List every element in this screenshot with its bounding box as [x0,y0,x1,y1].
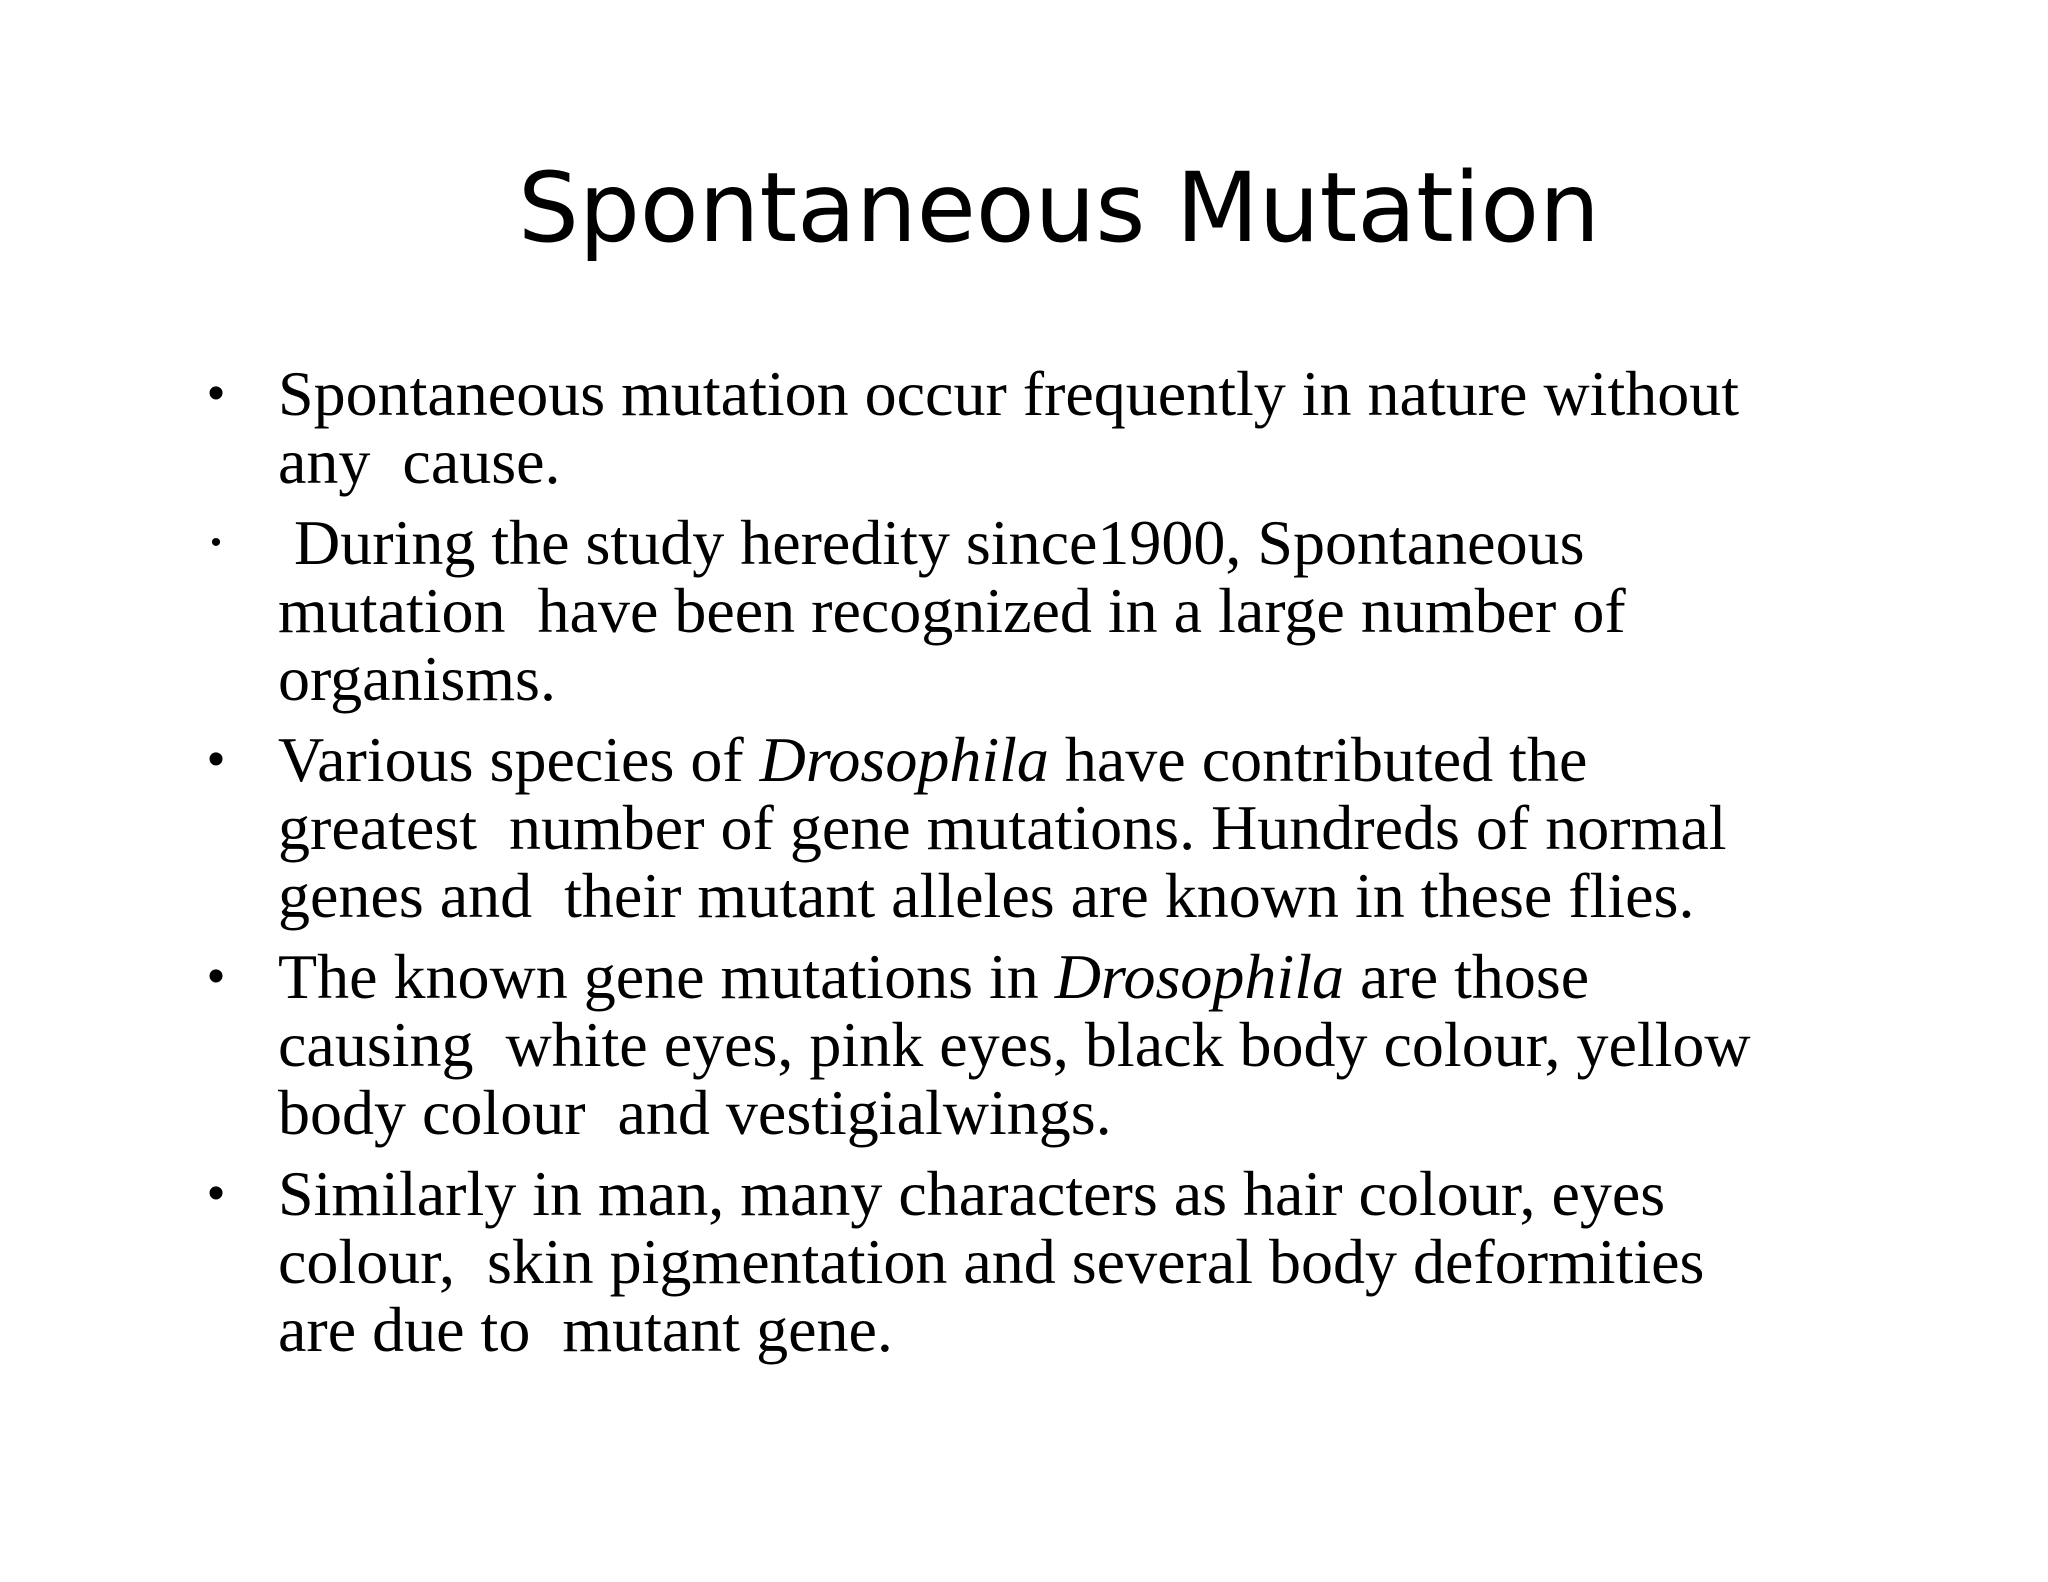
bullet-item-spontaneous-definition [196,360,1816,496]
italic-species-name: Drosophila [759,724,1049,795]
bullet-marker: • [207,367,225,420]
bullet-item-heredity-study [196,509,1816,713]
text-segment: The known gene mutations in [278,941,1055,1012]
bullet-text-line: Similarly in man, many characters as hair colour, eyes [278,1158,1666,1229]
bullet-text-line: are due to mutant gene. [278,1294,893,1365]
bullet-item-known-mutations [196,943,1816,1147]
bullet-text-line: any cause. [278,426,561,497]
bullet-item-human-mutations [196,1160,1816,1364]
bullet-text-line: organisms. [278,643,556,714]
bullet-marker: • [207,950,225,1003]
bullet-text-line [278,943,1816,1011]
bullet-text-line: During the study heredity since1900, Spontaneous [278,507,1585,578]
italic-species-name: Drosophila [1054,941,1344,1012]
bullet-text-line: causing white eyes, pink eyes, black body colour, yellow [278,1009,1751,1080]
bullet-marker: • [207,1167,225,1220]
bullet-text-line: colour, skin pigmentation and several body deformities [278,1226,1705,1297]
bullet-marker: • [207,733,225,786]
text-segment: are those [1343,941,1590,1012]
bullet-item-drosophila-species [196,726,1816,930]
bullet-text-line [278,726,1816,794]
bullet-list [196,360,1816,1377]
bullet-text-line: mutation have been recognized in a large number of [278,575,1626,646]
bullet-text-line: body colour and vestigialwings. [278,1077,1112,1148]
bullet-text-line: Spontaneous mutation occur frequently in nature without [278,358,1739,429]
slide-title: Spontaneous Mutation [518,152,1600,264]
bullet-marker: • [210,526,222,559]
text-segment: have contributed the [1048,724,1588,795]
text-segment: Various species of [278,724,760,795]
bullet-text-line: genes and their mutant alleles are known in these flies. [278,860,1695,931]
bullet-text-line: greatest number of gene mutations. Hundreds of normal [278,792,1727,863]
